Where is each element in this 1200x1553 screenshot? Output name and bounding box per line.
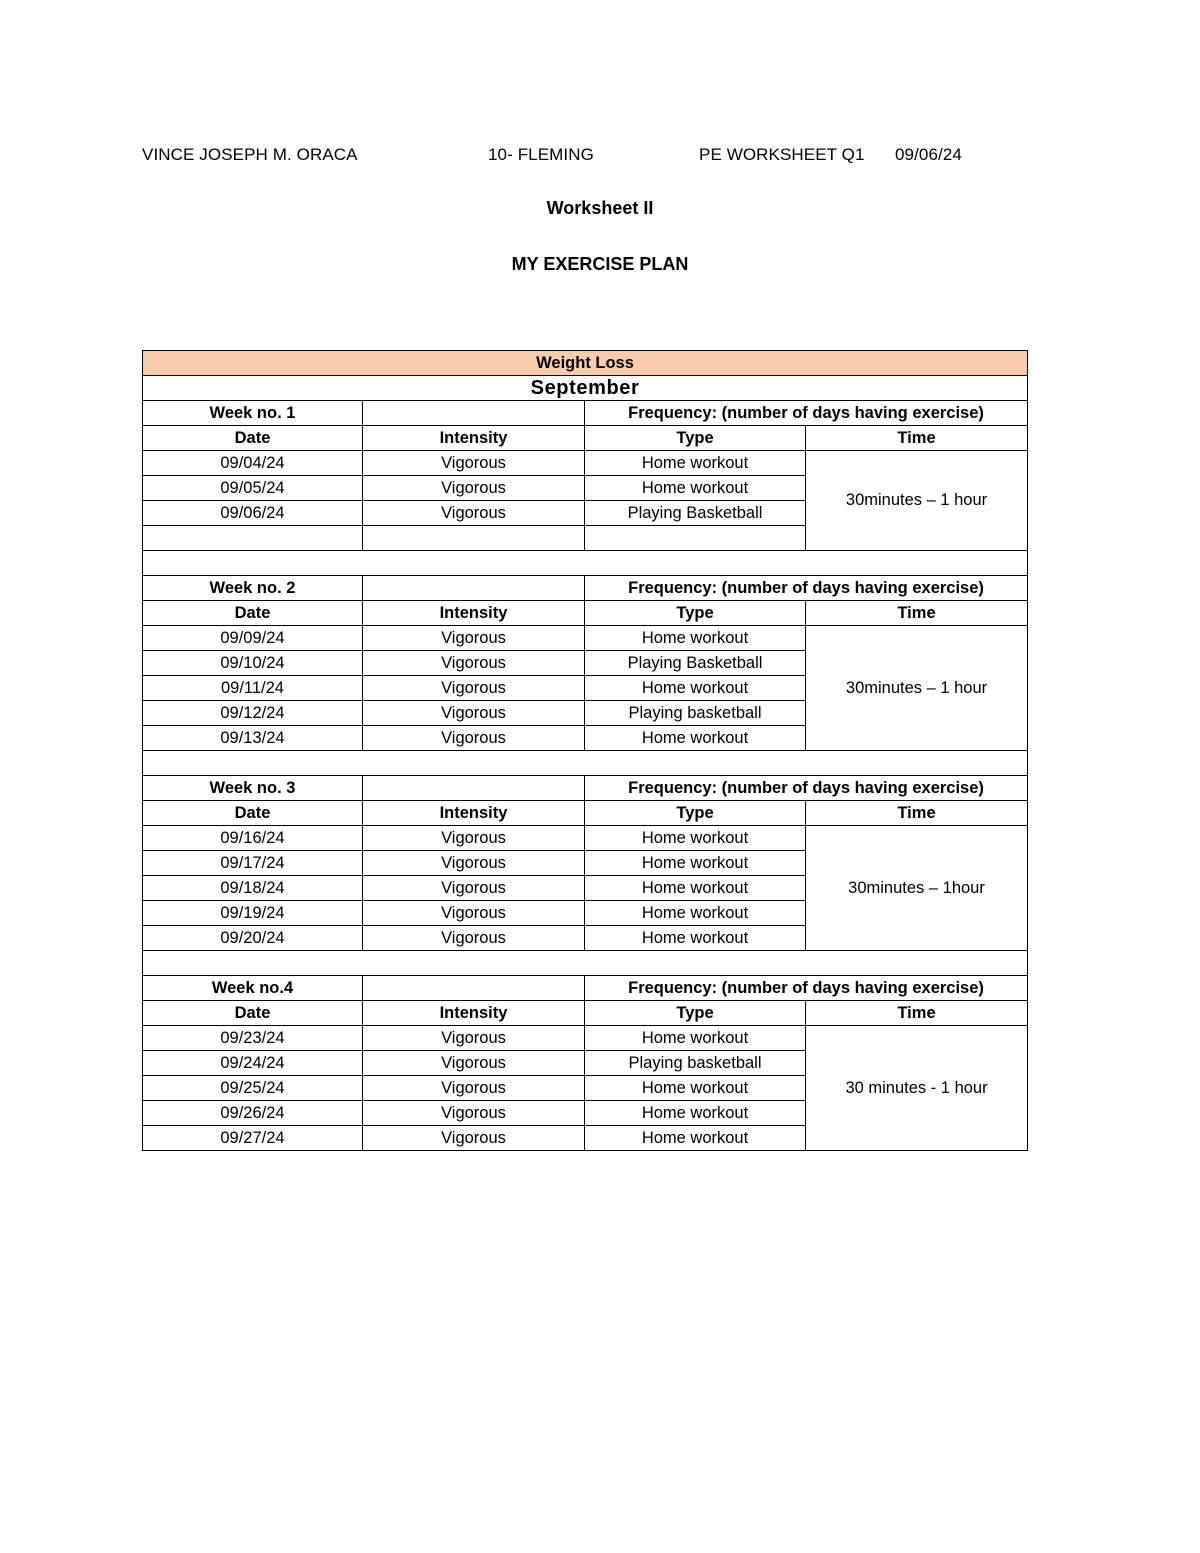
type-cell: Playing basketball bbox=[585, 1051, 806, 1076]
date-cell: 09/05/24 bbox=[143, 476, 363, 501]
intensity-cell: Vigorous bbox=[363, 1126, 585, 1151]
table-row bbox=[143, 826, 1028, 851]
frequency-label: Frequency: (number of days having exercise) bbox=[585, 976, 1028, 1001]
type-cell: Home workout bbox=[585, 726, 806, 751]
table-row bbox=[143, 451, 1028, 476]
column-header-row bbox=[143, 601, 1028, 626]
column-header-row bbox=[143, 426, 1028, 451]
date-cell: 09/27/24 bbox=[143, 1126, 363, 1151]
date-cell: 09/20/24 bbox=[143, 926, 363, 951]
col-intensity-header: Intensity bbox=[363, 1001, 585, 1026]
frequency-label: Frequency: (number of days having exercise) bbox=[585, 576, 1028, 601]
month-label: September bbox=[143, 376, 1028, 401]
type-cell: Home workout bbox=[585, 1076, 806, 1101]
intensity-cell: Vigorous bbox=[363, 626, 585, 651]
date-cell: 09/10/24 bbox=[143, 651, 363, 676]
week-label: Week no. 2 bbox=[143, 576, 363, 601]
date-cell: 09/19/24 bbox=[143, 901, 363, 926]
week-header-row bbox=[143, 576, 1028, 601]
intensity-cell: Vigorous bbox=[363, 876, 585, 901]
date-cell: 09/26/24 bbox=[143, 1101, 363, 1126]
plan-title: MY EXERCISE PLAN bbox=[511, 254, 689, 274]
type-cell: Home workout bbox=[585, 476, 806, 501]
intensity-cell: Vigorous bbox=[363, 726, 585, 751]
intensity-cell: Vigorous bbox=[363, 826, 585, 851]
spacer-cell bbox=[143, 951, 1028, 976]
empty-cell bbox=[363, 526, 585, 551]
intensity-cell: Vigorous bbox=[363, 1051, 585, 1076]
col-time-header: Time bbox=[806, 601, 1028, 626]
spacer-row bbox=[143, 751, 1028, 776]
column-header-row bbox=[143, 801, 1028, 826]
type-cell: Home workout bbox=[585, 901, 806, 926]
col-type-header: Type bbox=[585, 801, 806, 826]
type-cell: Playing Basketball bbox=[585, 501, 806, 526]
date-cell: 09/23/24 bbox=[143, 1026, 363, 1051]
week-empty-cell bbox=[363, 776, 585, 801]
col-type-header: Type bbox=[585, 426, 806, 451]
col-date-header: Date bbox=[143, 426, 363, 451]
type-cell: Home workout bbox=[585, 826, 806, 851]
type-cell: Home workout bbox=[585, 926, 806, 951]
intensity-cell: Vigorous bbox=[363, 701, 585, 726]
type-cell: Home workout bbox=[585, 626, 806, 651]
col-time-header: Time bbox=[806, 426, 1028, 451]
intensity-cell: Vigorous bbox=[363, 926, 585, 951]
date-cell: 09/24/24 bbox=[143, 1051, 363, 1076]
exercise-plan-table bbox=[142, 350, 1028, 1151]
time-cell: 30minutes – 1 hour bbox=[806, 626, 1028, 751]
type-cell: Home workout bbox=[585, 676, 806, 701]
week-label: Week no. 1 bbox=[143, 401, 363, 426]
week-header-row bbox=[143, 976, 1028, 1001]
intensity-cell: Vigorous bbox=[363, 651, 585, 676]
col-intensity-header: Intensity bbox=[363, 426, 585, 451]
intensity-cell: Vigorous bbox=[363, 1101, 585, 1126]
intensity-cell: Vigorous bbox=[363, 1076, 585, 1101]
date-cell: 09/13/24 bbox=[143, 726, 363, 751]
empty-cell bbox=[585, 526, 806, 551]
type-cell: Home workout bbox=[585, 451, 806, 476]
date-cell: 09/11/24 bbox=[143, 676, 363, 701]
time-cell: 30minutes – 1 hour bbox=[806, 451, 1028, 551]
spacer-row bbox=[143, 951, 1028, 976]
col-date-header: Date bbox=[143, 1001, 363, 1026]
week-header-row bbox=[143, 776, 1028, 801]
date-cell: 09/12/24 bbox=[143, 701, 363, 726]
date-cell: 09/16/24 bbox=[143, 826, 363, 851]
type-cell: Home workout bbox=[585, 1101, 806, 1126]
intensity-cell: Vigorous bbox=[363, 851, 585, 876]
week-label: Week no. 3 bbox=[143, 776, 363, 801]
time-cell: 30 minutes - 1 hour bbox=[806, 1026, 1028, 1151]
worksheet-title: Worksheet II bbox=[546, 198, 654, 218]
worksheet-label: PE WORKSHEET Q1 bbox=[699, 145, 865, 164]
type-cell: Home workout bbox=[585, 1126, 806, 1151]
date-cell: 09/09/24 bbox=[143, 626, 363, 651]
date-cell: 09/06/24 bbox=[143, 501, 363, 526]
week-header-row bbox=[143, 401, 1028, 426]
week-empty-cell bbox=[363, 576, 585, 601]
week-label: Week no.4 bbox=[143, 976, 363, 1001]
intensity-cell: Vigorous bbox=[363, 451, 585, 476]
column-header-row bbox=[143, 1001, 1028, 1026]
date-cell: 09/18/24 bbox=[143, 876, 363, 901]
date-cell: 09/25/24 bbox=[143, 1076, 363, 1101]
goal-label: Weight Loss bbox=[143, 351, 1028, 376]
type-cell: Home workout bbox=[585, 876, 806, 901]
col-time-header: Time bbox=[806, 801, 1028, 826]
frequency-label: Frequency: (number of days having exercise) bbox=[585, 401, 1028, 426]
col-type-header: Type bbox=[585, 1001, 806, 1026]
date-cell: 09/04/24 bbox=[143, 451, 363, 476]
header-date: 09/06/24 bbox=[895, 145, 962, 164]
week-empty-cell bbox=[363, 401, 585, 426]
table-row bbox=[143, 1026, 1028, 1051]
month-row bbox=[143, 376, 1028, 401]
spacer-row bbox=[143, 551, 1028, 576]
intensity-cell: Vigorous bbox=[363, 901, 585, 926]
spacer-cell bbox=[143, 751, 1028, 776]
table-row bbox=[143, 626, 1028, 651]
intensity-cell: Vigorous bbox=[363, 676, 585, 701]
col-type-header: Type bbox=[585, 601, 806, 626]
intensity-cell: Vigorous bbox=[363, 476, 585, 501]
col-date-header: Date bbox=[143, 801, 363, 826]
frequency-label: Frequency: (number of days having exercise) bbox=[585, 776, 1028, 801]
col-date-header: Date bbox=[143, 601, 363, 626]
type-cell: Home workout bbox=[585, 851, 806, 876]
type-cell: Home workout bbox=[585, 1026, 806, 1051]
student-name: VINCE JOSEPH M. ORACA bbox=[142, 145, 358, 164]
col-intensity-header: Intensity bbox=[363, 801, 585, 826]
type-cell: Playing Basketball bbox=[585, 651, 806, 676]
type-cell: Playing basketball bbox=[585, 701, 806, 726]
spacer-cell bbox=[143, 551, 1028, 576]
time-cell: 30minutes – 1hour bbox=[806, 826, 1028, 951]
goal-row bbox=[143, 351, 1028, 376]
week-empty-cell bbox=[363, 976, 585, 1001]
empty-cell bbox=[143, 526, 363, 551]
intensity-cell: Vigorous bbox=[363, 1026, 585, 1051]
intensity-cell: Vigorous bbox=[363, 501, 585, 526]
date-cell: 09/17/24 bbox=[143, 851, 363, 876]
col-time-header: Time bbox=[806, 1001, 1028, 1026]
col-intensity-header: Intensity bbox=[363, 601, 585, 626]
student-section: 10- FLEMING bbox=[488, 145, 594, 164]
